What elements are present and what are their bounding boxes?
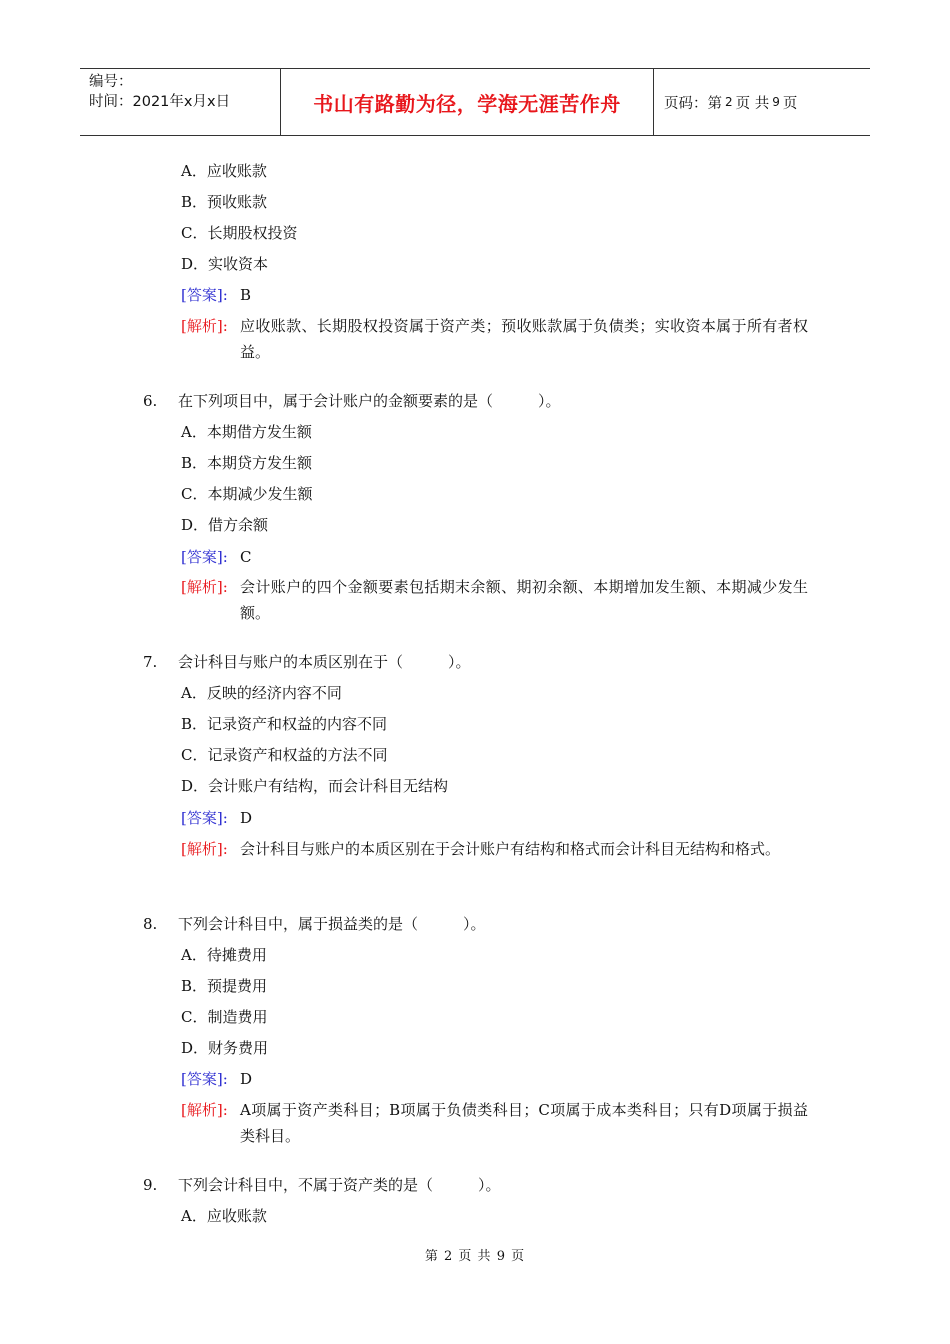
q6-option-a: A．本期借方发生额 <box>181 423 312 441</box>
q6-option-d: D．借方余额 <box>181 516 269 534</box>
page-current: 2 <box>725 95 733 109</box>
q7-option-a: A．反映的经济内容不同 <box>181 684 342 702</box>
q5-option-d: D．实收资本 <box>181 255 269 273</box>
q7-option-d: D．会计账户有结构，而会计科目无结构 <box>181 777 449 795</box>
q7-answer: D <box>240 809 253 827</box>
number-label: 编号： <box>89 74 133 90</box>
q8-option-d: D．财务费用 <box>181 1039 269 1057</box>
q8-option-c: C．制造费用 <box>181 1008 268 1026</box>
q7-option-c: C．记录资产和权益的方法不同 <box>181 746 388 764</box>
q8-explanation-tag: [解析]: <box>181 1101 228 1119</box>
q6-explanation-tag: [解析]: <box>181 578 228 596</box>
q5-explanation: 应收账款、长期股权投资属于资产类；预收账款属于负债类；实收资本属于所有者权益。 <box>240 317 808 361</box>
q8-answer-tag: [答案]: <box>181 1070 228 1088</box>
q5-option-c: C．长期股权投资 <box>181 224 298 242</box>
page-prefix: 页码：第 <box>664 95 722 112</box>
q6-explanation: 会计账户的四个金额要素包括期末余额、期初余额、本期增加发生额、本期减少发生额。 <box>240 578 808 622</box>
q6-option-c: C．本期减少发生额 <box>181 485 313 503</box>
q5-answer-tag: [答案]: <box>181 286 228 304</box>
q7-number: 7. <box>143 653 158 671</box>
page-total: 9 <box>772 95 780 109</box>
page-mid: 页 共 <box>735 95 770 112</box>
q8-option-a: A．待摊费用 <box>181 946 267 964</box>
q8-explanation: A项属于资产类科目；B项属于负债类科目；C项属于成本类科目；只有D项属于损益类科目。 <box>240 1101 808 1145</box>
q6-answer: C <box>240 548 252 566</box>
time-label: 时间：2021年x月x日 <box>89 94 231 110</box>
header-page-info <box>654 69 870 135</box>
q5-answer: B <box>240 286 252 304</box>
q5-option-a: A．应收账款 <box>181 162 267 180</box>
q7-question: 会计科目与账户的本质区别在于（ ）。 <box>178 653 471 671</box>
q8-number: 8. <box>143 915 158 933</box>
q8-answer: D <box>240 1070 253 1088</box>
q5-option-b: B．预收账款 <box>181 193 268 211</box>
q7-explanation: 会计科目与账户的本质区别在于会计账户有结构和格式而会计科目无结构和格式。 <box>240 840 781 858</box>
q7-answer-tag: [答案]: <box>181 809 228 827</box>
q7-option-b: B．记录资产和权益的内容不同 <box>181 715 388 733</box>
motto: 书山有路勤为径，学海无涯苦作舟 <box>313 91 621 116</box>
q6-number: 6. <box>143 392 158 410</box>
q5-explanation-tag: [解析]: <box>181 317 228 335</box>
q8-question: 下列会计科目中，属于损益类的是（ ）。 <box>178 915 486 933</box>
document-header <box>80 68 870 136</box>
header-motto-cell <box>281 69 654 135</box>
q6-option-b: B．本期贷方发生额 <box>181 454 313 472</box>
page-suffix: 页 <box>782 95 798 112</box>
q6-answer-tag: [答案]: <box>181 548 228 566</box>
q8-option-b: B．预提费用 <box>181 977 268 995</box>
q6-question: 在下列项目中，属于会计账户的金额要素的是（ ）。 <box>178 392 561 410</box>
page-footer: 第 2 页 共 9 页 <box>424 1249 526 1264</box>
header-meta <box>80 69 281 135</box>
q9-number: 9. <box>143 1176 158 1194</box>
q9-option-a: A．应收账款 <box>181 1207 267 1225</box>
q9-question: 下列会计科目中，不属于资产类的是（ ）。 <box>178 1176 501 1194</box>
q7-explanation-tag: [解析]: <box>181 840 228 858</box>
